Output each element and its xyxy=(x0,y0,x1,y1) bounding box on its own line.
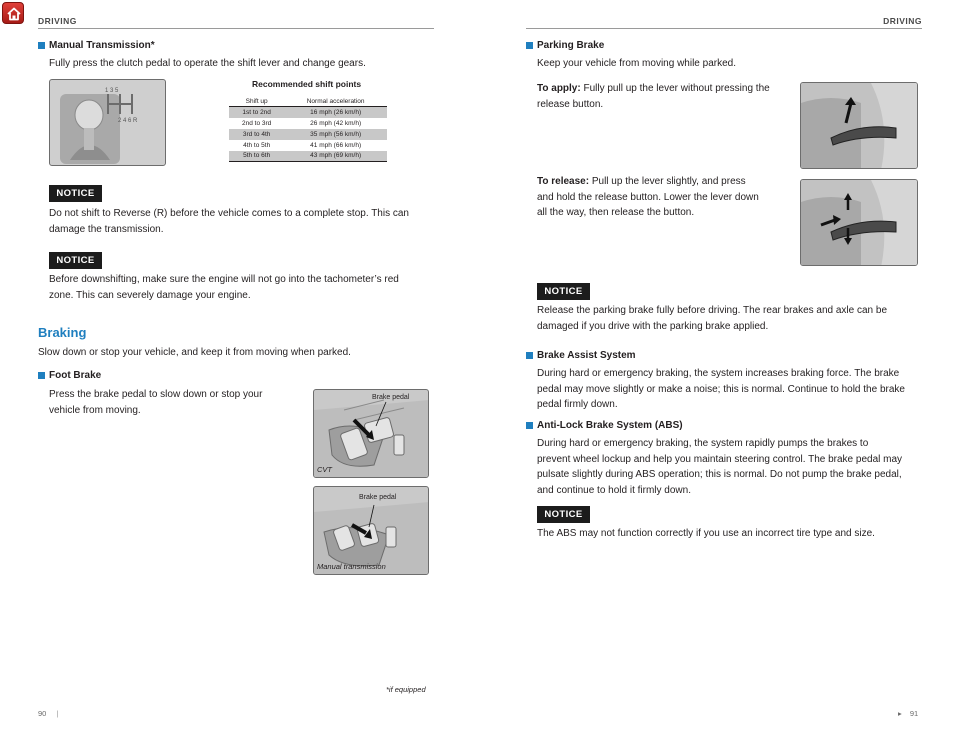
section-square-icon xyxy=(526,42,533,49)
table-header: Normal acceleration xyxy=(284,97,387,107)
brake-pedal-callout: Brake pedal xyxy=(372,394,410,401)
chevron-right-icon[interactable]: ▸ xyxy=(898,709,902,718)
section-square-icon xyxy=(526,422,533,429)
foot-brake-heading: Foot Brake xyxy=(38,370,101,381)
manual-transmission-label: Manual transmission xyxy=(317,562,386,571)
table-row: 1st to 2nd 16 mph (26 km/h) xyxy=(229,107,387,118)
notice-badge: NOTICE xyxy=(49,185,102,202)
section-square-icon xyxy=(38,372,45,379)
abs-heading: Anti-Lock Brake System (ABS) xyxy=(526,420,683,431)
notice-reverse-text: Do not shift to Reverse (R) before the vehicle comes to a complete stop. This can damage the transmission. xyxy=(49,208,409,235)
parking-brake-apply-image xyxy=(800,82,918,169)
home-button[interactable] xyxy=(2,2,24,24)
notice-abs-text: The ABS may not function correctly if you use an incorrect tire type and size. xyxy=(537,528,875,539)
left-page-header: DRIVING xyxy=(38,16,77,26)
table-row: 4th to 5th 41 mph (66 km/h) xyxy=(243,141,362,149)
manual-transmission-text: Fully press the clutch pedal to operate the shift lever and change gears. xyxy=(49,58,366,69)
braking-heading: Braking xyxy=(38,325,87,340)
notice-badge: NOTICE xyxy=(49,252,102,269)
parking-brake-heading: Parking Brake xyxy=(526,40,604,51)
brake-pedal-callout: Brake pedal xyxy=(359,494,397,501)
parking-brake-release: To release: Pull up the lever slightly, and press and hold the release button. Lower the lever down all the way, then release the button. xyxy=(537,176,759,218)
manual-transmission-heading: Manual Transmission* xyxy=(38,40,155,51)
home-icon xyxy=(3,3,25,25)
parking-brake-intro: Keep your vehicle from moving while parked. xyxy=(537,58,736,69)
brake-assist-heading: Brake Assist System xyxy=(526,350,636,361)
svg-text:1 3 5: 1 3 5 xyxy=(105,88,119,94)
cvt-label: CVT xyxy=(317,465,332,474)
footnote: *if equipped xyxy=(386,685,426,694)
section-square-icon xyxy=(526,352,533,359)
svg-text:2 4 6 R: 2 4 6 R xyxy=(118,118,138,124)
table-row: 3rd to 4th 35 mph (56 km/h) xyxy=(229,129,387,140)
notice-badge: NOTICE xyxy=(537,283,590,300)
notice-parking-brake-text: Release the parking brake fully before driving. The rear brakes and axle can be damaged if you drive with the parking brake applied. xyxy=(537,305,888,332)
table-row: 2nd to 3rd 26 mph (42 km/h) xyxy=(242,119,362,127)
parking-brake-release-image xyxy=(800,179,918,266)
braking-intro: Slow down or stop your vehicle, and keep it from moving when parked. xyxy=(38,347,351,358)
abs-text: During hard or emergency braking, the system rapidly pumps the brakes to prevent wheel lockup and help you maintain steering control. The brake pedal may pulsate slightly during ABS operation; this is normal. Do not pump the brake pedal, and continue to hold it firmly down. xyxy=(537,438,903,496)
right-page-number: ▸ 91 xyxy=(898,709,919,718)
right-header-rule xyxy=(526,28,922,29)
table-header: Shift up xyxy=(229,97,284,107)
section-square-icon xyxy=(38,42,45,49)
shift-lever-image xyxy=(49,79,166,166)
left-page-number: 90 | xyxy=(38,709,59,718)
shift-table-title: Recommended shift points xyxy=(252,79,362,89)
parking-brake-apply: To apply: Fully pull up the lever without pressing the release button. xyxy=(537,83,770,110)
brake-assist-text: During hard or emergency braking, the system increases braking force. The brake pedal may move slightly or make a noise; this is normal. Continue to hold the brake pedal firmly down. xyxy=(537,368,905,410)
foot-brake-text: Press the brake pedal to slow down or stop your vehicle from moving. xyxy=(49,389,263,416)
notice-badge: NOTICE xyxy=(537,506,590,523)
left-header-rule xyxy=(38,28,434,29)
right-page-header: DRIVING xyxy=(883,16,922,26)
shift-points-table xyxy=(229,97,387,162)
table-row: 5th to 6th 43 mph (69 km/h) xyxy=(229,151,387,162)
notice-downshift-text: Before downshifting, make sure the engine will not go into the tachometer’s red zone. This can severely damage your engine. xyxy=(49,274,399,301)
